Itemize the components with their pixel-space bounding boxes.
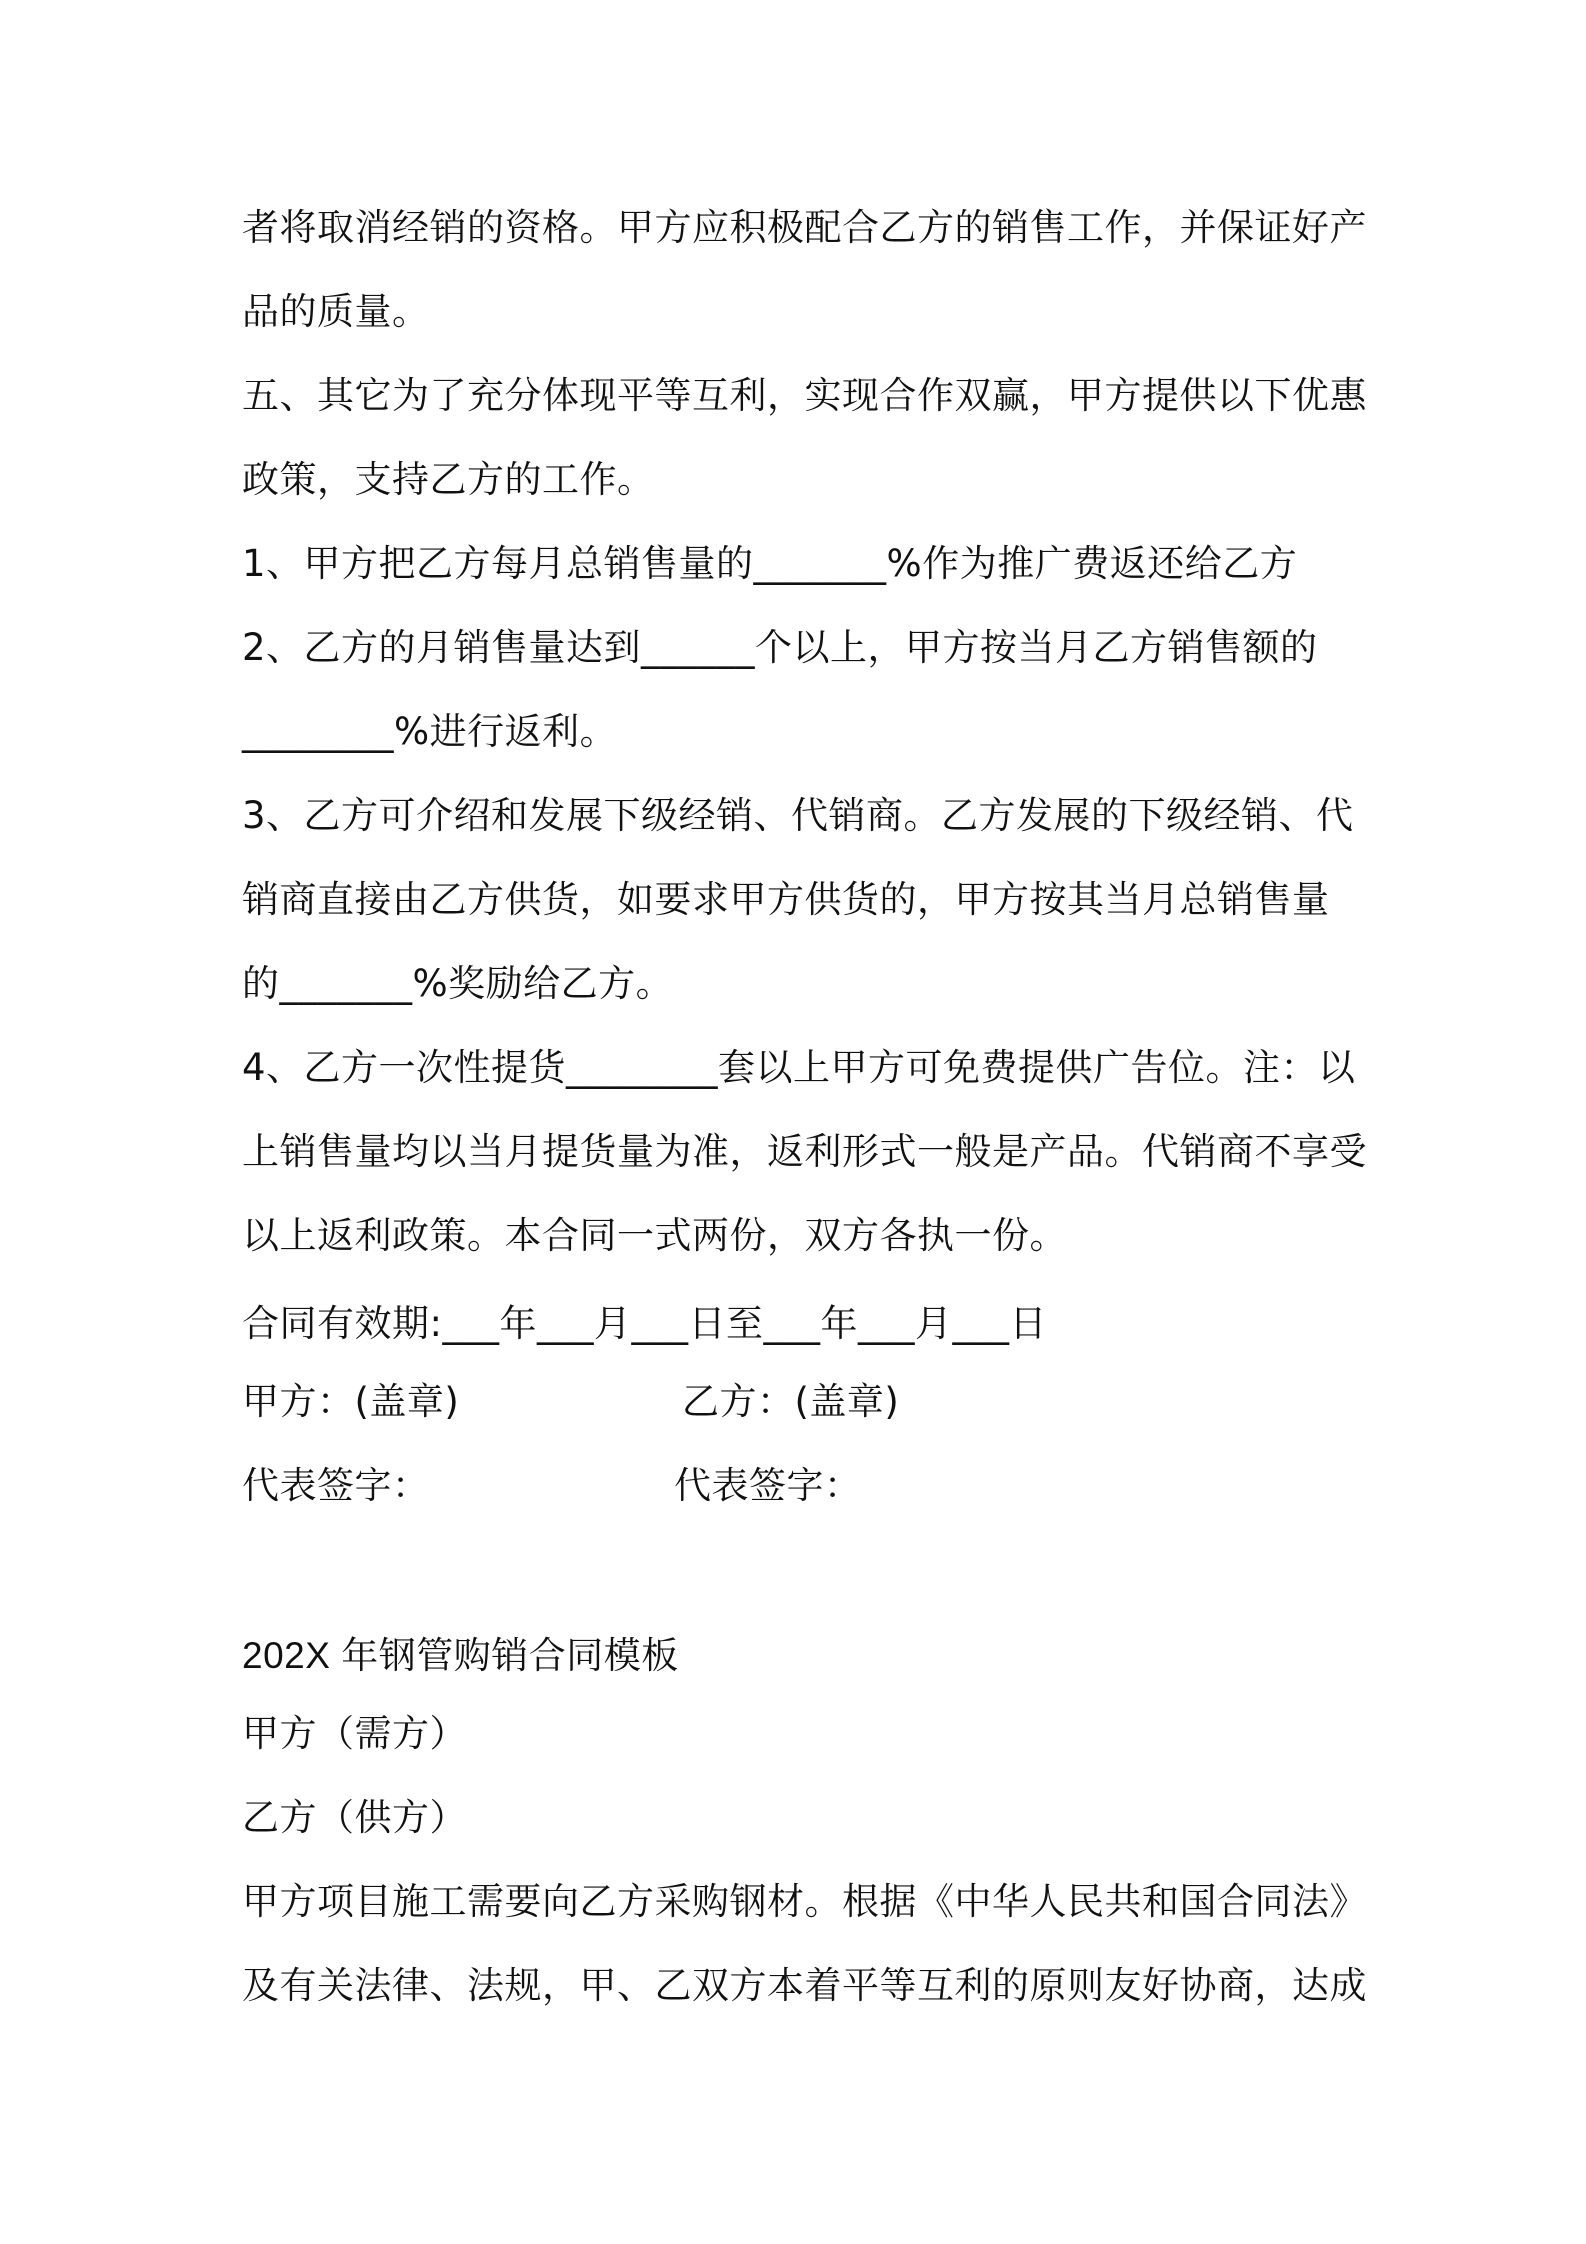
paragraph-line: 甲方项目施工需要向乙方采购钢材。根据《中华人民共和国合同法》 — [242, 1880, 1367, 1923]
party-a-label: 甲方（需方） — [242, 1712, 467, 1755]
paragraph-line: 销商直接由乙方供货，如要求甲方供货的，甲方按其当月总销售量 — [242, 878, 1330, 921]
paragraph-line: 品的质量。 — [242, 290, 430, 333]
validity-period: 合同有效期:___年___月___日至___年___月___日 — [242, 1302, 1047, 1345]
paragraph-line: 政策，支持乙方的工作。 — [242, 458, 655, 501]
paragraph-line: 的_______%奖励给乙方。 — [242, 962, 674, 1005]
contract-title: 202X 年钢管购销合同模板 — [242, 1635, 679, 1676]
paragraph-line: 及有关法律、法规，甲、乙双方本着平等互利的原则友好协商，达成 — [242, 1964, 1367, 2007]
section-heading: 五、其它为了充分体现平等互利，实现合作双赢，甲方提供以下优惠 — [242, 374, 1367, 417]
signature-row-seal — [242, 1376, 900, 1428]
clause-1: 1、甲方把乙方每月总销售量的_______%作为推广费返还给乙方 — [242, 542, 1298, 585]
paragraph-line: 上销售量均以当月提货量为准，返利形式一般是产品。代销商不享受 — [242, 1130, 1367, 1173]
paragraph-line: 者将取消经销的资格。甲方应积极配合乙方的销售工作，并保证好产 — [242, 206, 1367, 249]
party-a-signature: 代表签字： — [242, 1464, 430, 1507]
paragraph-line: ________%进行返利。 — [242, 710, 618, 753]
signature-row-sign — [242, 1460, 862, 1512]
clause-3: 3、乙方可介绍和发展下级经销、代销商。乙方发展的下级经销、代 — [242, 794, 1354, 837]
clause-2: 2、乙方的月销售量达到______个以上，甲方按当月乙方销售额的 — [242, 626, 1318, 669]
party-b-signature: 代表签字： — [674, 1464, 862, 1507]
party-a-seal: 甲方：(盖章) — [242, 1380, 460, 1423]
paragraph-line: 以上返利政策。本合同一式两份，双方各执一份。 — [242, 1214, 1067, 1257]
party-b-seal: 乙方：(盖章) — [682, 1380, 900, 1423]
clause-4: 4、乙方一次性提货________套以上甲方可免费提供广告位。注：以 — [242, 1046, 1356, 1089]
party-b-label: 乙方（供方） — [242, 1796, 467, 1839]
